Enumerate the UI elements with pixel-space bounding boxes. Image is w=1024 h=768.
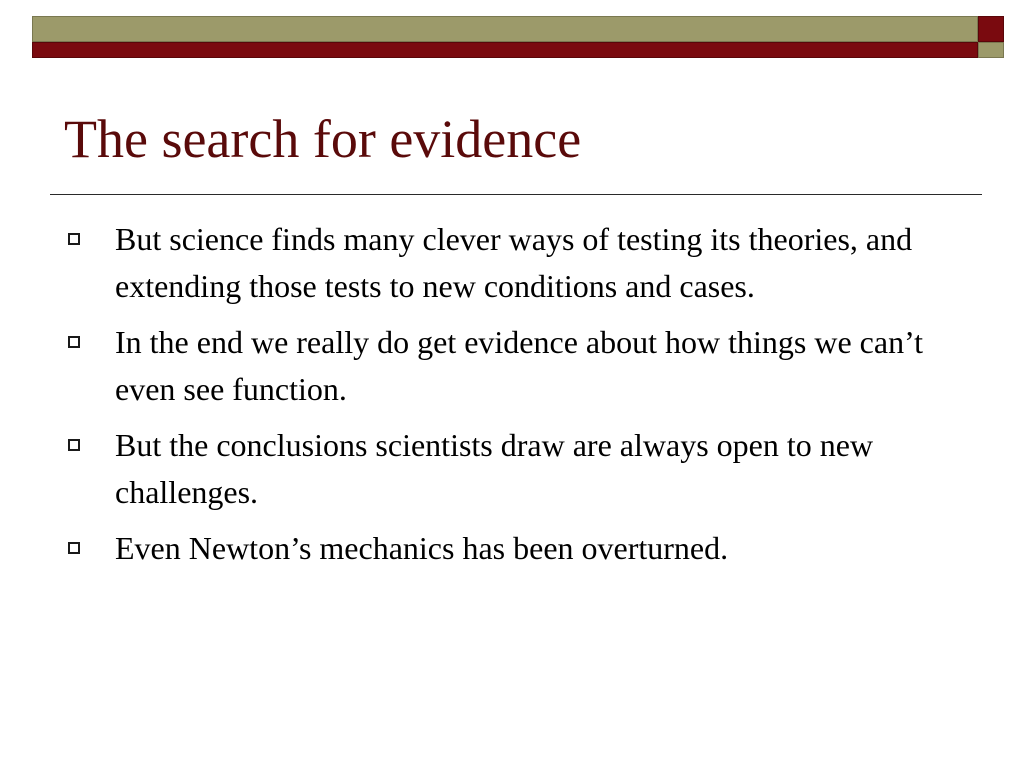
title-divider — [50, 194, 982, 195]
hollow-square-icon — [68, 542, 80, 554]
header-band-olive — [32, 16, 978, 42]
bullet-text: But the conclusions scientists draw are always open to new challenges. — [115, 427, 874, 510]
hollow-square-icon — [68, 233, 80, 245]
hollow-square-icon — [68, 336, 80, 348]
corner-square-olive — [978, 42, 1004, 58]
header-band-maroon — [32, 42, 978, 58]
bullet-item — [64, 422, 964, 516]
bullet-text: In the end we really do get evidence about how things we can’t even see function. — [115, 324, 924, 407]
bullet-list — [64, 216, 964, 581]
corner-square-maroon — [978, 16, 1004, 42]
slide-title: The search for evidence — [64, 109, 582, 169]
bullet-item — [64, 216, 964, 310]
hollow-square-icon — [68, 439, 80, 451]
bullet-item — [64, 319, 964, 413]
bullet-text: Even Newton’s mechanics has been overturned. — [115, 530, 729, 566]
bullet-text: But science finds many clever ways of testing its theories, and extending those tests to new conditions and cases. — [115, 221, 913, 304]
bullet-item — [64, 525, 964, 572]
